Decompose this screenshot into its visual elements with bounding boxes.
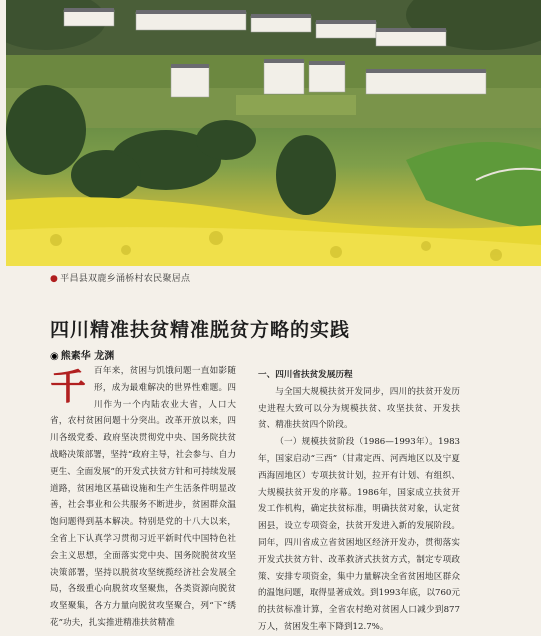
right-column bbox=[258, 367, 460, 636]
article-author bbox=[50, 347, 114, 362]
caption-text: 平昌县双鹿乡涌桥村农民聚居点 bbox=[60, 274, 191, 284]
right-paragraph-1: 与全国大规模扶贫开发同步，四川的扶贫开发历史进程大致可以分为规模扶贫、攻坚扶贫、开发扶贫、精准扶贫四个阶段。 bbox=[258, 386, 460, 431]
village-photo-illustration bbox=[6, 0, 541, 266]
photo-caption bbox=[50, 271, 190, 284]
village-photo bbox=[6, 0, 541, 266]
caption-bullet-icon: ● bbox=[50, 274, 59, 284]
left-column-text: 百年来，贫困与饥饿问题一直如影随形，成为最难解决的世界性难题。四川作为一个内陆农业大省，人口大省，农村贫困问题十分突出。改革开放以来，四川各级党委、政府坚决贯彻党中央、国务院扶贫战略决策部署，坚持“政府主导，社会参与、自力更生、全面发展”的开发式扶贫方针和可持续发展道路，贫困地区基础设施和生产生活条件明显改善，社会事业和公共服务不断进步，贫困群众温饱问题得到基本解决。特别是党的十八大以来，全省上下认真学习贯彻习近平新时代中国特色社会主义思想，全面落实党中央、国务院脱贫攻坚决策部署，坚持以脱贫攻坚统揽经济社会发展全局，各级重心向脱贫攻坚聚焦，各类资源向脱贫攻坚聚集，各方力量向脱贫攻坚聚合，列“下”绣花”功夫，扎实推进精准扶贫精准 bbox=[50, 366, 236, 628]
author-bullet-icon: ◉ bbox=[50, 351, 59, 362]
right-paragraph-2: （一）规模扶贫阶段（1986—1993年）。1983年，国家启动“三西”（甘肃定西、河西地区以及宁夏西海固地区）专项扶贫计划，拉开有计划、有组织、大规模扶贫开发的序幕。1986年，国家成立扶贫开发工作机构，确定扶贫标准，明确扶贫对象，认定贫困县，设立专项资金，扶贫开发进入新的发展阶段。同年，四川省成立省贫困地区经济开发办，贯彻落实开发式扶贫方针、改革救济式扶贫方式，制定专项政策、安排专项资金，集中力量解决全省贫困地区群众的温饱问题，取得显著成效。到1993年底，以760元的扶贫标准计算，全省农村绝对贫困人口减少到877万人，贫困发生率下降到12.7%。 bbox=[258, 437, 460, 632]
left-column bbox=[50, 363, 236, 632]
author-names: 熊素华 龙渊 bbox=[60, 351, 115, 362]
drop-cap: 千 bbox=[50, 366, 87, 408]
article-title: 四川精准扶贫精准脱贫方略的实践 bbox=[50, 319, 351, 341]
section-heading: 一、四川省扶贫发展历程 bbox=[258, 370, 353, 380]
